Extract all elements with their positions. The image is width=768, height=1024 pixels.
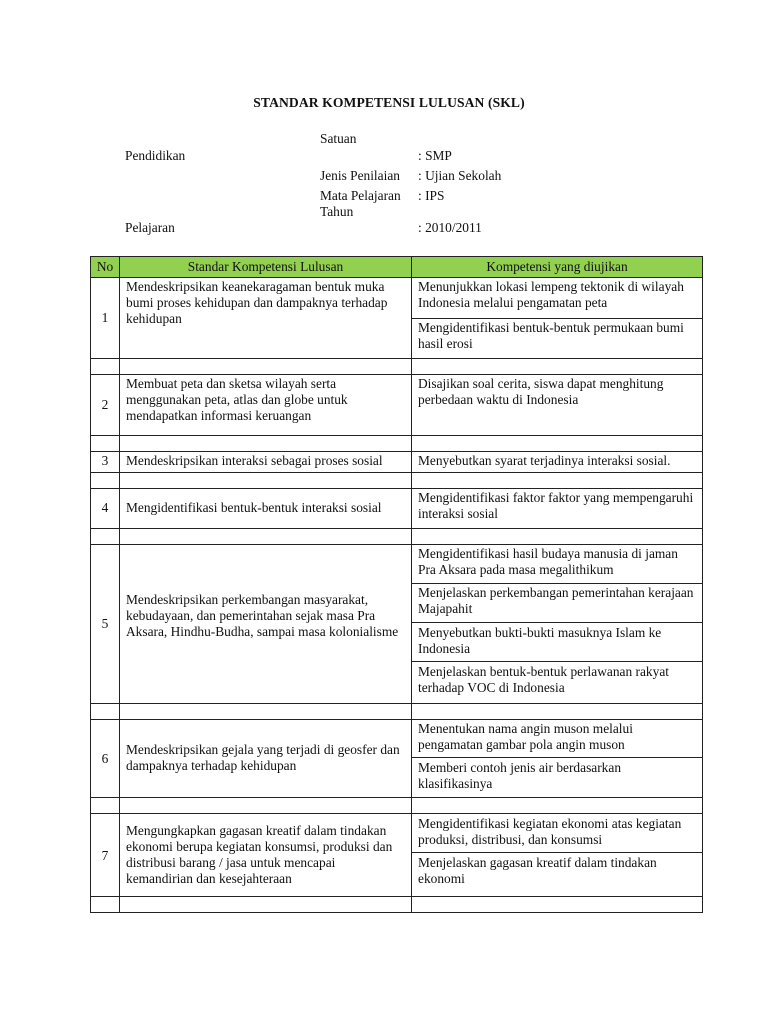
- kompetensi-cell: Menjelaskan bentuk-bentuk perlawanan rakyat terhadap VOC di Indonesia: [418, 664, 669, 695]
- kompetensi-cell: Memberi contoh jenis air berdasarkan klasifikasinya: [418, 760, 622, 791]
- row-number: 7: [101, 848, 109, 863]
- row-number: 5: [101, 616, 109, 631]
- meta-satuan-value: : SMP: [418, 148, 452, 163]
- meta-pelajaran-label: Pelajaran: [125, 220, 175, 235]
- meta-tahun-label: Tahun: [320, 204, 354, 219]
- meta-satuan-label: Satuan: [320, 131, 357, 146]
- meta-mapel-value: : IPS: [418, 188, 445, 203]
- kompetensi-cell: Mengidentifikasi hasil budaya manusia di jaman Pra Aksara pada masa megalithikum: [418, 546, 678, 577]
- document-title: STANDAR KOMPETENSI LULUSAN (SKL): [253, 95, 525, 110]
- kompetensi-cell: Mengidentifikasi kegiatan ekonomi atas kegiatan produksi, distribusi, dan konsumsi: [418, 816, 682, 847]
- kompetensi-cell: Mengidentifikasi bentuk-bentuk permukaan bumi hasil erosi: [418, 320, 684, 351]
- row-number: 4: [101, 500, 109, 515]
- skl-cell: Mendeskripsikan interaksi sebagai proses sosial: [126, 453, 383, 468]
- meta-pendidikan-label: Pendidikan: [125, 148, 186, 163]
- kompetensi-cell: Menentukan nama angin muson melalui pengamatan gambar pola angin muson: [418, 721, 633, 752]
- row-number: 6: [101, 751, 109, 766]
- header-no: No: [96, 259, 114, 274]
- kompetensi-cell: Disajikan soal cerita, siswa dapat menghitung perbedaan waktu di Indonesia: [418, 376, 664, 407]
- kompetensi-cell: Menjelaskan perkembangan pemerintahan kerajaan Majapahit: [418, 585, 694, 616]
- skl-cell: Membuat peta dan sketsa wilayah serta menggunakan peta, atlas dan globe untuk mendapatkan informasi keruangan: [126, 376, 348, 423]
- row-number: 1: [101, 310, 109, 325]
- kompetensi-cell: Menunjukkan lokasi lempeng tektonik di wilayah Indonesia melalui pengamatan peta: [418, 279, 684, 310]
- meta-mapel-label: Mata Pelajaran: [320, 188, 401, 203]
- skl-cell: Mendeskripsikan perkembangan masyarakat, kebudayaan, dan pemerintahan sejak masa Pra Aksara, Hindhu-Budha, sampai masa kolonialisme: [126, 592, 399, 639]
- skl-cell: Mendeskripsikan keanekaragaman bentuk muka bumi proses kehidupan dan dampaknya terhadap kehidupan: [126, 279, 388, 326]
- kompetensi-cell: Mengidentifikasi faktor faktor yang mempengaruhi interaksi sosial: [418, 490, 694, 521]
- skl-cell: Mengidentifikasi bentuk-bentuk interaksi sosial: [126, 500, 382, 515]
- kompetensi-cell: Menyebutkan syarat terjadinya interaksi sosial.: [418, 453, 671, 468]
- meta-tahun-value: : 2010/2011: [418, 220, 482, 235]
- header-skl: Standar Kompetensi Lulusan: [187, 259, 344, 274]
- header-kompetensi: Kompetensi yang diujikan: [486, 259, 628, 274]
- skl-cell: Mendeskripsikan gejala yang terjadi di geosfer dan dampaknya terhadap kehidupan: [126, 742, 400, 773]
- row-number: 3: [101, 453, 109, 468]
- meta-jenis-label: Jenis Penilaian: [320, 168, 400, 183]
- skl-cell: Mengungkapkan gagasan kreatif dalam tindakan ekonomi berupa kegiatan konsumsi, produksi dan distribusi barang / jasa untuk mencapai kemandirian dan kesejahteraan: [126, 823, 393, 886]
- kompetensi-cell: Menyebutkan bukti-bukti masuknya Islam ke Indonesia: [418, 625, 662, 656]
- row-number: 2: [101, 397, 109, 412]
- kompetensi-cell: Menjelaskan gagasan kreatif dalam tindakan ekonomi: [418, 855, 657, 886]
- meta-jenis-value: : Ujian Sekolah: [418, 168, 502, 183]
